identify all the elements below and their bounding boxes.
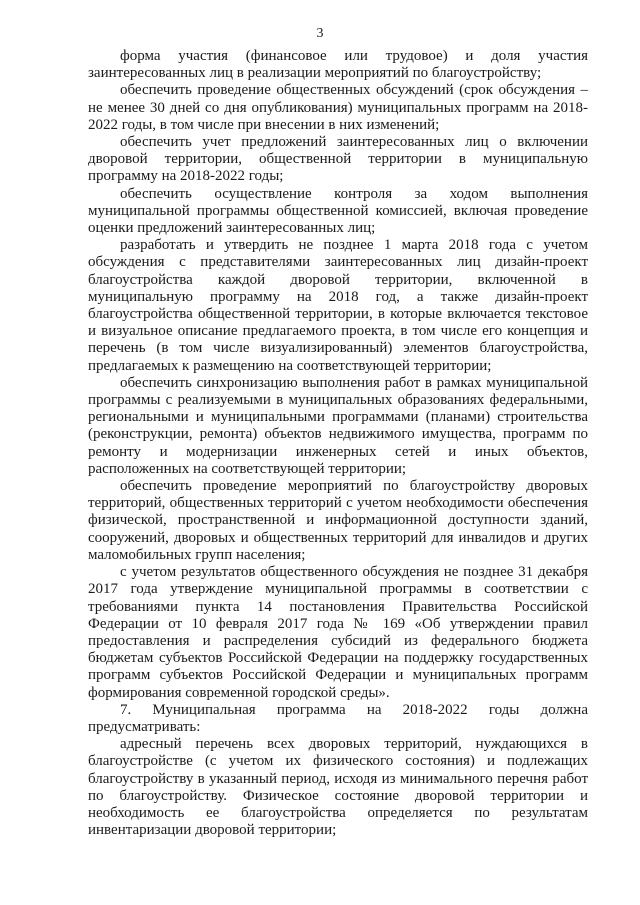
section-heading: 7. Муниципальная программа на 2018-2022 годы должна предусматривать: xyxy=(88,701,588,735)
paragraph: разработать и утвердить не позднее 1 марта 2018 года с учетом обсуждения с представителями заинтересованных лиц дизайн-проект благоустройства каждой дворовой территории, включенной в муниципальную программу на 2018 год, а также дизайн-проект благоустройства общественной территории, в которые включается текстовое и визуальное описание предлагаемого проекта, в том числе его концепция и перечень (в том числе визуализированный) элементов благоустройства, предлагаемых к размещению на соответствующей территории; xyxy=(88,237,588,374)
paragraph: обеспечить осуществление контроля за ходом выполнения муниципальной программы общественной комиссией, включая проведение оценки предложений заинтересованных лиц; xyxy=(88,185,588,237)
paragraph: обеспечить синхронизацию выполнения работ в рамках муниципальной программы с реализуемыми в муниципальных образованиях федеральными, региональными и муниципальными программами (планами) строительства (реконструкции, ремонта) объектов недвижимого имущества, программ по ремонту и модернизации инженерных сетей и иных объектов, расположенных на соответствующей территории; xyxy=(88,374,588,477)
paragraph: обеспечить проведение мероприятий по благоустройству дворовых территорий, общественных территорий с учетом необходимости обеспечения физической, пространственной и информационной доступности зданий, сооружений, дворовых и общественных территорий для инвалидов и других маломобильных групп населения; xyxy=(88,478,588,563)
paragraph: с учетом результатов общественного обсуждения не позднее 31 декабря 2017 года утверждение муниципальной программы в соответствии с требованиями пункта 14 постановления Правительства Российской Федерации от 10 февраля 2017 года № 169 «Об утверждении правил предоставления и распределения субсидий из федерального бюджета бюджетам субъектов Российской Федерации на поддержку государственных программ субъектов Российской Федерации и муниципальных программ формирования современной городской среды». xyxy=(88,564,588,701)
page-number: 3 xyxy=(316,26,324,41)
document-body xyxy=(88,48,588,839)
paragraph: адресный перечень всех дворовых территорий, нуждающихся в благоустройстве (с учетом их физического состояния) и подлежащих благоустройству в указанный период, исходя из минимального перечня работ по благоустройству. Физическое состояние дворовой территории и необходимость ее благоустройства определяется по результатам инвентаризации дворовой территории; xyxy=(88,736,588,839)
paragraph: форма участия (финансовое или трудовое) и доля участия заинтересованных лиц в реализации мероприятий по благоустройству; xyxy=(88,48,588,82)
paragraph: обеспечить проведение общественных обсуждений (срок обсуждения – не менее 30 дней со дня опубликования) муниципальных программ на 2018-2022 годы, в том числе при внесении в них изменений; xyxy=(88,82,588,133)
paragraph: обеспечить учет предложений заинтересованных лиц о включении дворовой территории, общественной территории в муниципальную программу на 2018-2022 годы; xyxy=(88,134,588,185)
